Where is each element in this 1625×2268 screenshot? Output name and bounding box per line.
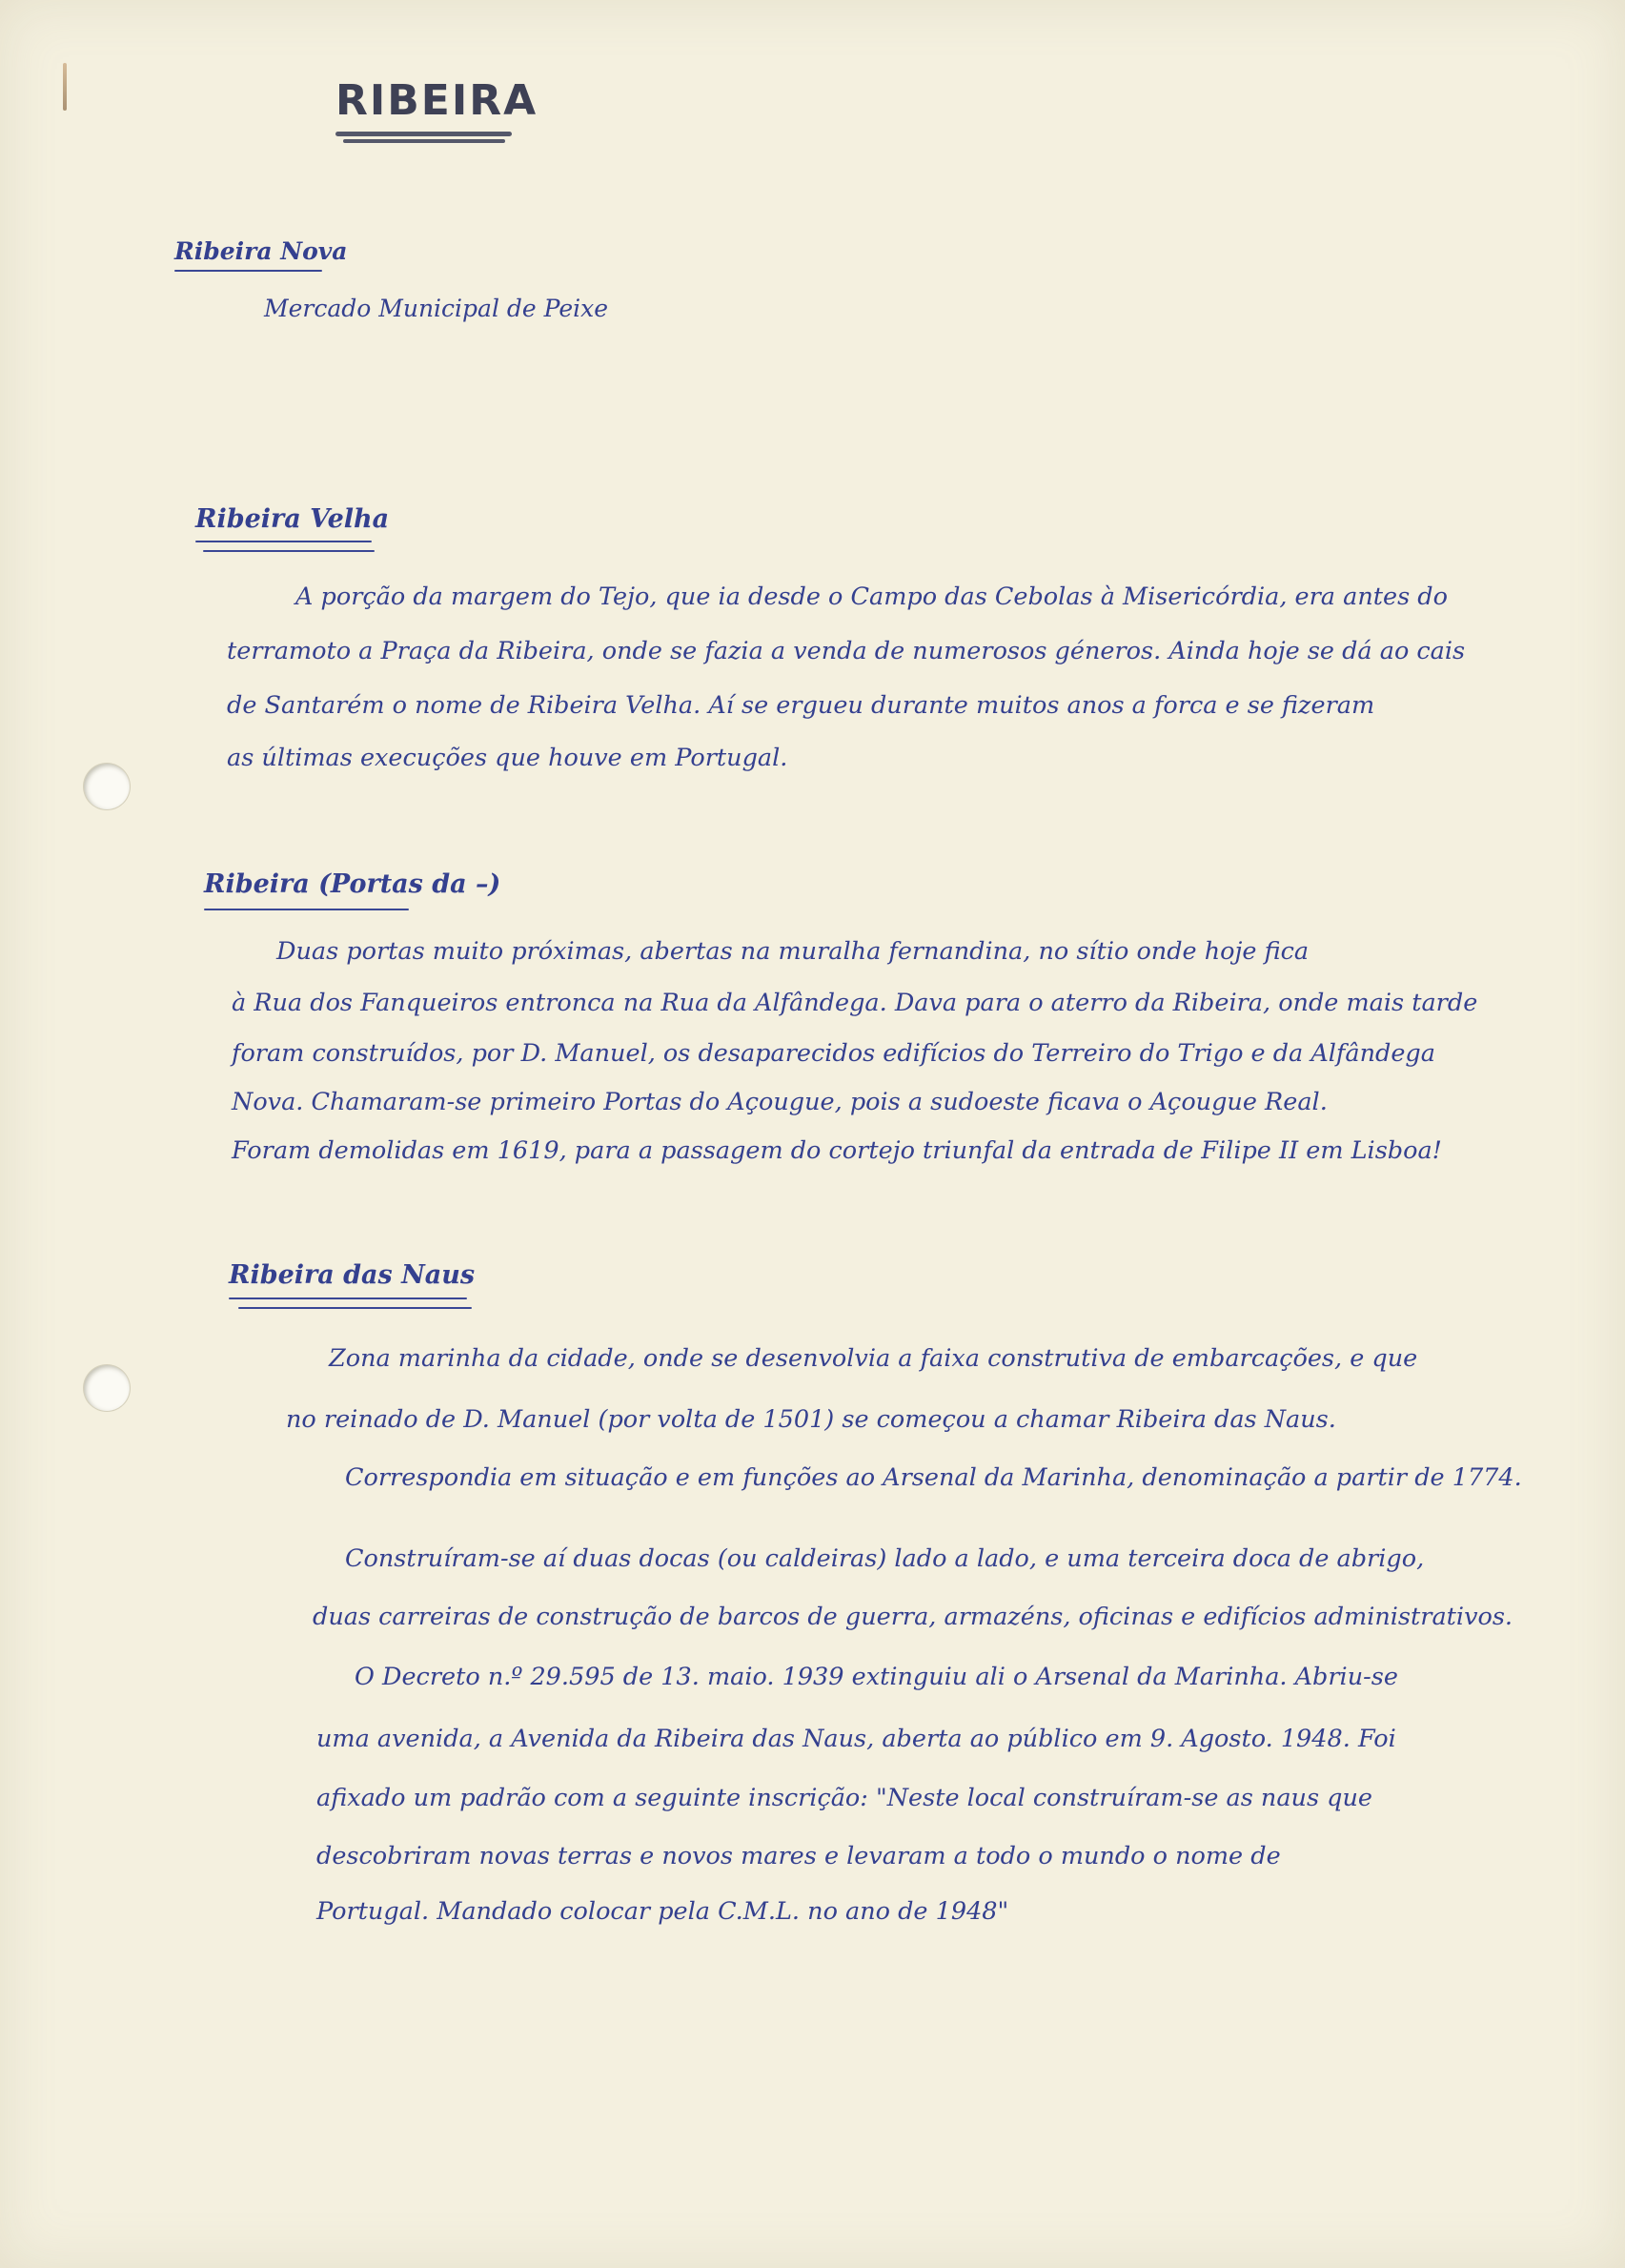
text-line: de Santarém o nome de Ribeira Velha. Aí se ergueu durante muitos anos a forca e se fizeram [227, 691, 1375, 720]
text-line: Correspondia em situação e em funções ao Arsenal da Marinha, denominação a partir de 1774. [345, 1463, 1522, 1492]
punch-hole [84, 764, 130, 809]
text-line: afixado um padrão com a seguinte inscrição: "Neste local construíram-se as naus que [316, 1784, 1373, 1812]
text-line: descobriram novas terras e novos mares e levaram a todo o mundo o nome de [316, 1842, 1281, 1870]
staple-mark [63, 63, 67, 111]
punch-hole [84, 1365, 130, 1411]
text-line: Construíram-se aí duas docas (ou caldeiras) lado a lado, e uma terceira doca de abrigo, [345, 1544, 1425, 1573]
text-line: uma avenida, a Avenida da Ribeira das Naus, aberta ao público em 9. Agosto. 1948. Foi [316, 1725, 1396, 1753]
text-line: no reinado de D. Manuel (por volta de 1501) se começou a chamar Ribeira das Naus. [286, 1405, 1336, 1434]
text-line: A porção da margem do Tejo, que ia desde o Campo das Cebolas à Misericórdia, era antes do [295, 582, 1448, 611]
title-underline [335, 132, 512, 136]
section-heading-ribeira-das-naus: Ribeira das Naus [229, 1260, 476, 1290]
page-title: RIBEIRA [335, 76, 538, 125]
text-line: à Rua dos Fanqueiros entronca na Rua da Alfândega. Dava para o aterro da Ribeira, onde mais tarde [232, 989, 1478, 1017]
text-line: terramoto a Praça da Ribeira, onde se fazia a venda de numerosos géneros. Ainda hoje se dá ao cais [227, 637, 1466, 665]
heading-underline [195, 541, 372, 542]
text-line: Zona marinha da cidade, onde se desenvolvia a faixa construtiva de embarcações, e que [329, 1344, 1418, 1373]
text-line: Mercado Municipal de Peixe [264, 295, 609, 322]
heading-underline [229, 1297, 467, 1299]
heading-underline [238, 1307, 472, 1309]
text-line: O Decreto n.º 29.595 de 13. maio. 1939 extinguiu ali o Arsenal da Marinha. Abriu-se [355, 1663, 1398, 1691]
text-line: as últimas execuções que houve em Portugal. [227, 744, 788, 772]
text-line: Nova. Chamaram-se primeiro Portas do Açougue, pois a sudoeste ficava o Açougue Real. [232, 1088, 1328, 1116]
text-line: Foram demolidas em 1619, para a passagem do cortejo triunfal da entrada de Filipe II em Lisboa! [232, 1136, 1442, 1165]
heading-underline [204, 909, 409, 910]
heading-underline [203, 550, 375, 552]
text-line: Duas portas muito próximas, abertas na muralha fernandina, no sítio onde hoje fica [276, 937, 1310, 966]
section-heading-ribeira-portas: Ribeira (Portas da –) [204, 869, 501, 899]
section-heading-ribeira-nova: Ribeira Nova [174, 237, 348, 265]
text-line: foram construídos, por D. Manuel, os desaparecidos edifícios do Terreiro do Trigo e da Alfândega [232, 1039, 1435, 1068]
text-line: duas carreiras de construção de barcos de guerra, armazéns, oficinas e edifícios administrativos. [313, 1603, 1513, 1631]
section-heading-ribeira-velha: Ribeira Velha [195, 504, 390, 534]
heading-underline [174, 270, 322, 272]
title-underline [343, 139, 505, 143]
text-line: Portugal. Mandado colocar pela C.M.L. no ano de 1948" [316, 1897, 1009, 1926]
